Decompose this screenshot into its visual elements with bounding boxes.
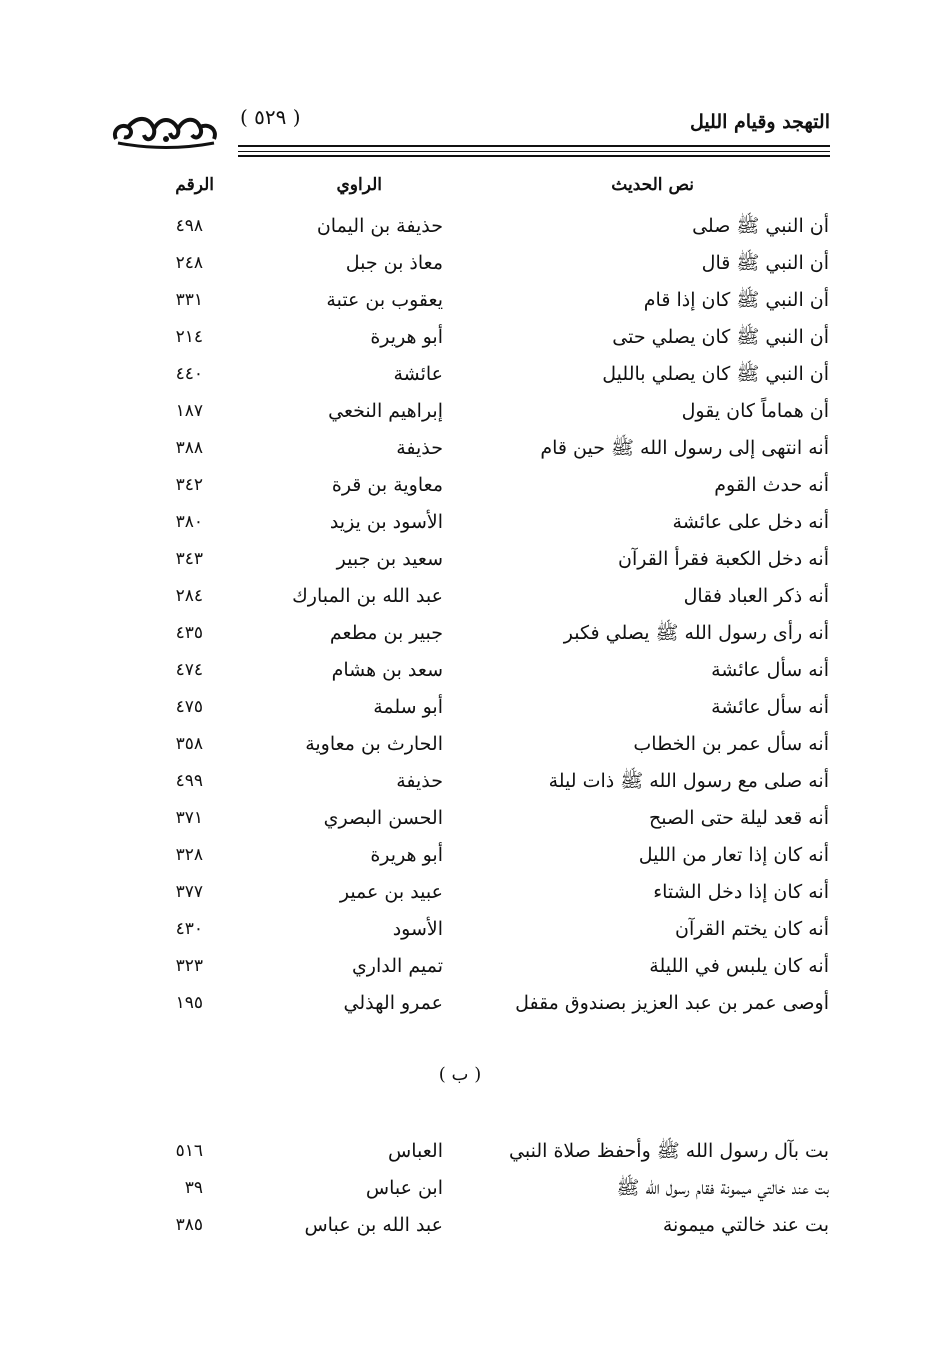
hadith-number: ٣٤٢	[175, 475, 203, 495]
narrator: أبو هريرة	[370, 326, 443, 348]
narrator: عبد الله بن المبارك	[292, 585, 443, 607]
table-row	[0, 948, 949, 985]
table-row	[0, 245, 949, 282]
running-title: التهجد وقيام الليل	[689, 111, 830, 133]
hadith-text: بت عند خالتي ميمونة فقام رسول الله ﷺ	[616, 1177, 829, 1199]
narrator: ابن عباس	[365, 1177, 443, 1199]
hadith-text: أنه كان يختم القرآن	[675, 918, 829, 940]
column-header-number: الرقم	[175, 175, 214, 195]
hadith-text: أنه انتهى إلى رسول الله ﷺ حين قام	[540, 437, 829, 459]
table-row	[0, 1207, 949, 1244]
hadith-text: بت بآل رسول الله ﷺ وأحفظ صلاة النبي	[509, 1140, 829, 1162]
hadith-number: ٣٤٣	[175, 549, 203, 569]
hadith-text: أن النبي ﷺ صلى	[692, 215, 829, 237]
hadith-text: أنه رأى رسول الله ﷺ يصلي فكبر	[563, 622, 829, 644]
table-row	[0, 1133, 949, 1170]
narrator: إبراهيم النخعي	[328, 400, 443, 422]
table-row	[0, 393, 949, 430]
table-row	[0, 874, 949, 911]
table-row	[0, 356, 949, 393]
hadith-text: أن النبي ﷺ كان إذا قام	[643, 289, 829, 311]
hadith-text: أنه سأل عمر بن الخطاب	[633, 733, 829, 755]
hadith-text: أن هماماً كان يقول	[681, 400, 829, 422]
hadith-text: أنه سأل عائشة	[711, 659, 829, 681]
header-rule	[238, 145, 830, 147]
table-row	[0, 689, 949, 726]
hadith-number: ٣٨٠	[175, 512, 203, 532]
hadith-text: بت عند خالتي ميمونة	[662, 1214, 829, 1236]
narrator: سعيد بن جبير	[336, 548, 443, 570]
hadith-number: ٤٩٩	[175, 771, 203, 791]
section-heading-ba: ( ب )	[438, 1064, 482, 1085]
narrator: حذيفة	[396, 437, 443, 459]
table-row	[0, 726, 949, 763]
hadith-number: ٣٧٧	[175, 882, 203, 902]
hadith-number: ٥١٦	[175, 1141, 203, 1161]
narrator: عبيد بن عمير	[339, 881, 443, 903]
narrator: تميم الداري	[351, 955, 443, 977]
column-header-narrator: الراوي	[336, 175, 382, 195]
narrator: معاوية بن قرة	[331, 474, 443, 496]
table-row	[0, 763, 949, 800]
hadith-number: ٤٣٠	[175, 919, 203, 939]
narrator: عائشة	[393, 363, 443, 385]
column-header-text: نص الحديث	[611, 175, 694, 195]
hadith-text: أنه كان إذا تعار من الليل	[638, 844, 829, 866]
hadith-text: أنه حدث القوم	[714, 474, 829, 496]
narrator: جبير بن مطعم	[329, 622, 443, 644]
narrator: أبو سلمة	[373, 696, 443, 718]
hadith-number: ٣٩	[184, 1178, 203, 1198]
hadith-text: أنه صلى مع رسول الله ﷺ ذات ليلة	[548, 770, 829, 792]
narrator: عبد الله بن عباس	[304, 1214, 443, 1236]
table-row	[0, 467, 949, 504]
table-row	[0, 985, 949, 1022]
hadith-number: ٣٨٥	[175, 1215, 203, 1235]
hadith-number: ٣٥٨	[175, 734, 203, 754]
table-row	[0, 319, 949, 356]
hadith-text: أن النبي ﷺ كان يصلي بالليل	[602, 363, 829, 385]
page-number: ( ٥٢٩ )	[240, 105, 301, 129]
table-row	[0, 430, 949, 467]
narrator: يعقوب بن عتبة	[326, 289, 443, 311]
narrator: أبو هريرة	[370, 844, 443, 866]
narrator: الحسن البصري	[323, 807, 443, 829]
narrator: حذيفة بن اليمان	[316, 215, 443, 237]
hadith-number: ٣٣١	[175, 290, 203, 310]
table-row	[0, 652, 949, 689]
table-row	[0, 837, 949, 874]
header-rule	[238, 151, 830, 152]
hadith-number: ٣٢٣	[175, 956, 203, 976]
hadith-text: أنه سأل عائشة	[711, 696, 829, 718]
hadith-number: ١٩٥	[175, 993, 203, 1013]
hadith-text: أن النبي ﷺ قال	[701, 252, 829, 274]
hadith-text: أنه قعد ليلة حتى الصبح	[649, 807, 829, 829]
hadith-number: ٢٨٤	[175, 586, 203, 606]
table-row	[0, 1170, 949, 1207]
hadith-number: ٣٨٨	[175, 438, 203, 458]
narrator: سعد بن هشام	[331, 659, 443, 681]
hadith-text: أن النبي ﷺ كان يصلي حتى	[612, 326, 829, 348]
hadith-text: أنه ذكر العباد فقال	[683, 585, 829, 607]
narrator: حذيفة	[396, 770, 443, 792]
table-row	[0, 800, 949, 837]
hadith-number: ٤٧٥	[175, 697, 203, 717]
hadith-number: ٤٧٤	[175, 660, 203, 680]
narrator: الأسود بن يزيد	[329, 511, 443, 533]
table-row	[0, 208, 949, 245]
hadith-number: ٤٩٨	[175, 216, 203, 236]
hadith-number: ٤٤٠	[175, 364, 203, 384]
narrator: عمرو الهذلي	[343, 992, 443, 1014]
table-row	[0, 541, 949, 578]
table-row	[0, 615, 949, 652]
table-row	[0, 504, 949, 541]
narrator: العباس	[388, 1140, 443, 1162]
decorative-ornament-icon	[110, 109, 222, 151]
hadith-text: أنه كان يلبس في الليلة	[649, 955, 829, 977]
hadith-number: ١٨٧	[175, 401, 203, 421]
narrator: الأسود	[392, 918, 443, 940]
narrator: معاذ بن جبل	[345, 252, 443, 274]
hadith-number: ٤٣٥	[175, 623, 203, 643]
table-row	[0, 282, 949, 319]
hadith-number: ٣٧١	[175, 808, 203, 828]
hadith-number: ٣٢٨	[175, 845, 203, 865]
hadith-number: ٢١٤	[175, 327, 203, 347]
hadith-number: ٢٤٨	[175, 253, 203, 273]
hadith-text: أنه دخل على عائشة	[672, 511, 829, 533]
hadith-text: أنه كان إذا دخل الشتاء	[653, 881, 829, 903]
page-header	[110, 105, 830, 165]
header-rule	[238, 155, 830, 157]
narrator: الحارث بن معاوية	[305, 733, 443, 755]
hadith-text: أنه دخل الكعبة فقرأ القرآن	[617, 548, 829, 570]
table-row	[0, 578, 949, 615]
hadith-text: أوصى عمر بن عبد العزيز بصندوق مقفل	[515, 992, 829, 1014]
table-row	[0, 911, 949, 948]
